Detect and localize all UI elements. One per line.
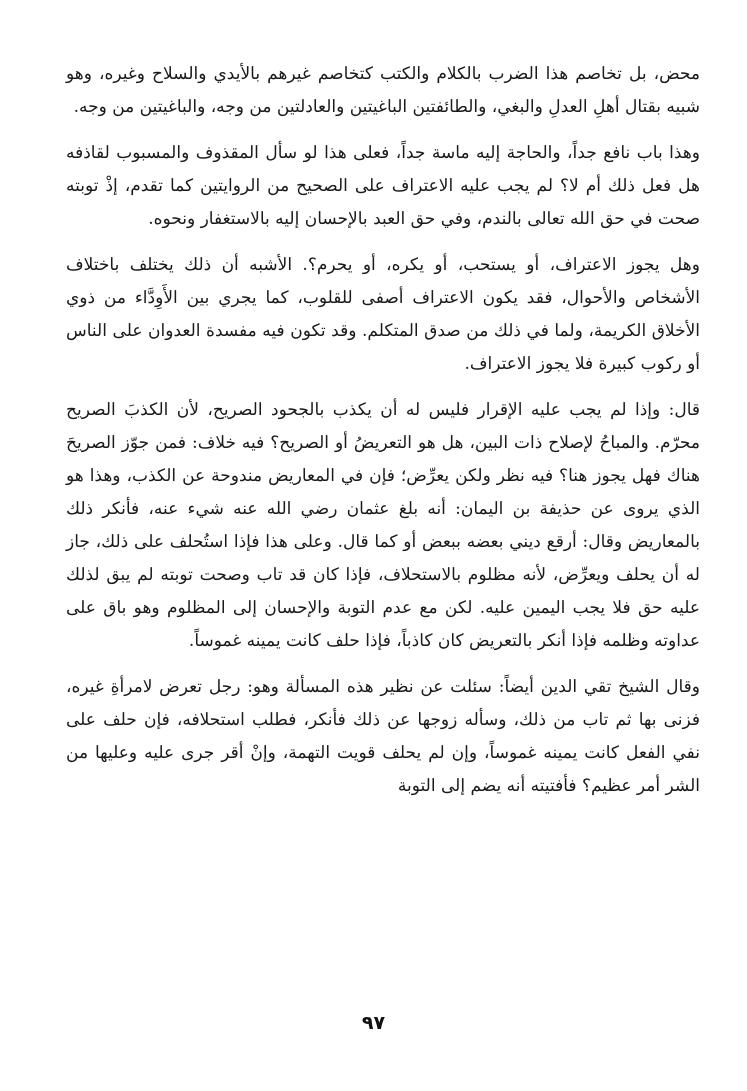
paragraph: محض، بل تخاصم هذا الضرب بالكلام والكتب كتخاصم غيرهم بالأيدي والسلاح وغيره، وهو شبيه بقتال أهلِ العدلِ والبغي، والطائفتين الباغيتين والعادلتين من وجه، والباغيتين من وجه. [66,64,700,117]
page-number: ٩٧ [361,1012,386,1034]
paragraph: وهل يجوز الاعتراف، أو يستحب، أو يكره، أو يحرم؟. الأشبه أن ذلك يختلف باختلاف الأشخاص والأحوال، فقد يكون الاعتراف أصفى للقلوب، كما يجري بين الأَوِدَّاء من ذوي الأخلاق الكريمة، ولما في ذلك من صدق المتكلم. وقد تكون فيه مفسدة العدوان على الناس أو ركوب كبيرة فلا يجوز الاعتراف. [66,255,700,374]
paragraph: وهذا باب نافع جداً، والحاجة إليه ماسة جداً، فعلى هذا لو سأل المقذوف والمسبوب لقاذفه هل فعل ذلك أم لا؟ لم يجب عليه الاعتراف على الصحيح من الروايتين كما تقدم، إذْ توبته صحت في حق الله تعالى بالندم، وفي حق العبد بالإحسان إليه بالاستغفار ونحوه. [66,143,700,229]
paragraph: قال: وإذا لم يجب عليه الإقرار فليس له أن يكذب بالجحود الصريح، لأن الكذبَ الصريح محرّم. والمباحُ لإصلاح ذات البين، هل هو التعريضُ أو الصريح؟ فيه خلاف: فمن جوّز الصريحَ هناك فهل يجوز هنا؟ فيه نظر ولكن يعرِّض؛ فإن في المعاريض مندوحة عن الكذب، وهذا هو الذي يروى عن حذيفة بن اليمان: أنه بلغ عثمان رضي الله عنه شيء عنه، فأنكر ذلك بالمعاريض وقال: أرقع ديني بعضه ببعض أو كما قال. وعلى هذا فإذا استُحلف على ذلك، جاز له أن يحلف ويعرِّض، لأنه مظلوم بالاستحلاف، فإذا كان قد تاب وصحت توبته لم يبق لذلك عليه حق فلا يجب اليمين عليه. لكن مع عدم التوبة والإحسان إلى المظلوم وهو باق على عداوته وظلمه فإذا أنكر بالتعريض كان كاذباً، فإذا حلف كانت يمينه غموساً. [66,400,700,651]
page-body [66,58,700,803]
paragraph: وقال الشيخ تقي الدين أيضاً: سئلت عن نظير هذه المسألة وهو: رجل تعرض لامرأةِ غيره، فزنى بها ثم تاب من ذلك، وسأله زوجها عن ذلك فأنكر، فطلب استحلافه، فإن حلف على نفي الفعل كانت يمينه غموساً، وإن لم يحلف قويت التهمة، وإنْ أقر جرى عليه وعليها من الشر أمر عظيم؟ فأفتيته أنه يضم إلى التوبة [66,677,700,796]
